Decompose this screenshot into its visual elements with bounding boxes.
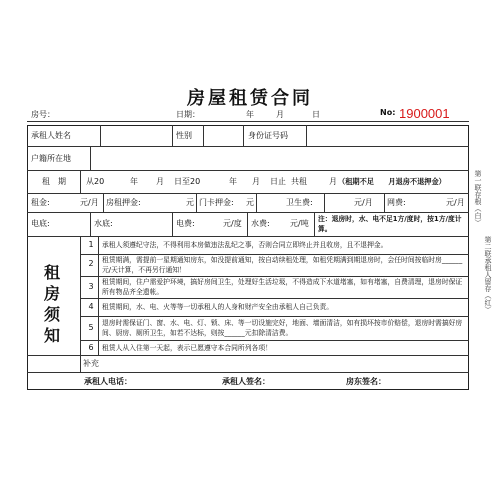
row-divider [27, 355, 469, 356]
lease-month-unit: 月 [329, 177, 337, 186]
lease-year2: 年 [229, 177, 237, 186]
water-unit: 元/吨 [290, 219, 309, 228]
serial-number: 1900001 [399, 106, 450, 121]
tenant-name-label: 承租人姓名 [31, 131, 71, 140]
rule-number: 5 [88, 323, 94, 332]
lease-year1: 年 [130, 177, 138, 186]
serial-label: No: [380, 108, 396, 117]
date-day: 日 [312, 110, 320, 119]
tenant-sign-label: 承租人签名： [222, 377, 270, 386]
rule-text: 租赁人从入住第一天起，表示已愿遵守本合同所列各项！ [102, 344, 272, 352]
water-meter-label: 水底: [94, 219, 113, 228]
rules-heading-4: 知 [44, 326, 61, 345]
rules-divider [80, 236, 81, 372]
cell-divider [90, 212, 91, 236]
sanitation-label: 卫生费: [286, 198, 313, 207]
cell-divider [324, 193, 325, 212]
lease-note: （租期不足 月退房不退押金） [338, 177, 446, 186]
rules-heading-1: 租 [44, 263, 61, 282]
household-address-label: 户籍所在地 [31, 154, 71, 163]
cell-divider [384, 193, 385, 212]
cell-divider [172, 212, 173, 236]
rule-text: 租赁期满，需提前一星期通知房东，如没提前通知，按自动续租处理，如租凭期满到期退房时，会任时间按临时房______元/天计算，不再另行通知！ [102, 256, 463, 274]
card-deposit-unit: 元 [246, 198, 254, 207]
document-title: 房屋租赁合同 [187, 88, 313, 109]
rent-label: 租金: [31, 198, 50, 207]
lease-day1: 日至20 [174, 177, 201, 186]
room-no-label: 房号： [31, 110, 55, 119]
cell-divider [90, 146, 91, 170]
rules-heading-3: 须 [44, 305, 61, 324]
card-deposit-label: 门卡押金: [199, 198, 234, 207]
internet-label: 网费: [387, 198, 406, 207]
rule-number: 2 [88, 259, 94, 268]
lease-day2: 日止 [270, 177, 286, 186]
power-meter-label: 电底: [31, 219, 50, 228]
lease-total: 共租 [291, 177, 307, 186]
deposit-label: 房租押金: [106, 198, 141, 207]
lease-from: 从20 [86, 177, 105, 186]
side-note-first-copy: 第一联存根（白） [474, 170, 482, 226]
rules-num-divider [98, 236, 99, 355]
rule-text: 租赁期间，住户需爱护环境，搞好房间卫生，处理好生活垃圾，不得造成下水道堵塞，如有堵塞，自费清理，退房时保证所有物品齐全遗帐。 [102, 278, 463, 296]
date-label: 日期： [176, 110, 200, 119]
internet-unit: 元/月 [446, 198, 465, 207]
lease-month1: 月 [156, 177, 164, 186]
rule-text: 退房时需保证门、窗、水、电、灯、锁、床、等一切设施完好，地面、墙面清洁，如有损坏按市价赔偿，退房时需搞好房间、厨房、厕所卫生，如若不达标，则按______元扣除清洁费。 [102, 319, 463, 337]
supplement-label: 补充 [83, 359, 99, 368]
cell-divider [314, 212, 315, 236]
row-divider [27, 236, 469, 237]
rule-divider [80, 340, 469, 341]
rule-number: 4 [88, 302, 94, 311]
cell-divider [196, 193, 197, 212]
cell-divider [172, 125, 173, 146]
landlord-sign-label: 房东签名： [346, 377, 386, 386]
cell-divider [100, 125, 101, 146]
rent-unit: 元/月 [80, 198, 99, 207]
side-note-second-copy: 第二联承租人留存（红） [484, 236, 492, 313]
cell-divider [80, 170, 81, 193]
rule-text: 租赁期间，水、电、火等等一切承租人的人身和财产安全由承租人自己负责。 [102, 303, 334, 311]
rule-divider [80, 298, 469, 299]
rule-divider [80, 316, 469, 317]
sanitation-unit: 元/月 [354, 198, 373, 207]
cell-divider [256, 193, 257, 212]
rule-number: 3 [88, 282, 94, 291]
electricity-fee-label: 电费: [176, 219, 195, 228]
cell-divider [103, 193, 104, 212]
electricity-unit: 元/度 [223, 219, 242, 228]
deposit-unit: 元 [186, 198, 194, 207]
lease-month2: 月 [252, 177, 260, 186]
water-fee-label: 水费: [251, 219, 270, 228]
row-divider [27, 193, 469, 194]
tenant-phone-label: 承租人电话： [84, 377, 132, 386]
rules-heading-2: 房 [44, 284, 61, 303]
cell-divider [243, 125, 244, 146]
lease-period-label: 租 期 [42, 177, 66, 186]
rule-number: 1 [88, 240, 94, 249]
row-divider [27, 372, 469, 373]
row-divider [27, 146, 469, 147]
gender-label: 性别 [176, 131, 192, 140]
cell-divider [247, 212, 248, 236]
row-divider [27, 170, 469, 171]
id-number-label: 身份证号码 [248, 131, 288, 140]
row-divider [27, 212, 469, 213]
cell-divider [203, 125, 204, 146]
date-month: 月 [276, 110, 284, 119]
cell-divider [306, 125, 307, 146]
meter-note: 注：退房时，水、电不足1方/度时，按1方/度计算。 [318, 215, 462, 233]
rule-number: 6 [88, 343, 94, 352]
rule-text: 承租人须遵纪守法，不得利用本房做违法乱纪之事，否则合同立即终止并且收房，且不退押金。 [102, 241, 388, 249]
date-year: 年 [246, 110, 254, 119]
header-divider [27, 121, 469, 122]
